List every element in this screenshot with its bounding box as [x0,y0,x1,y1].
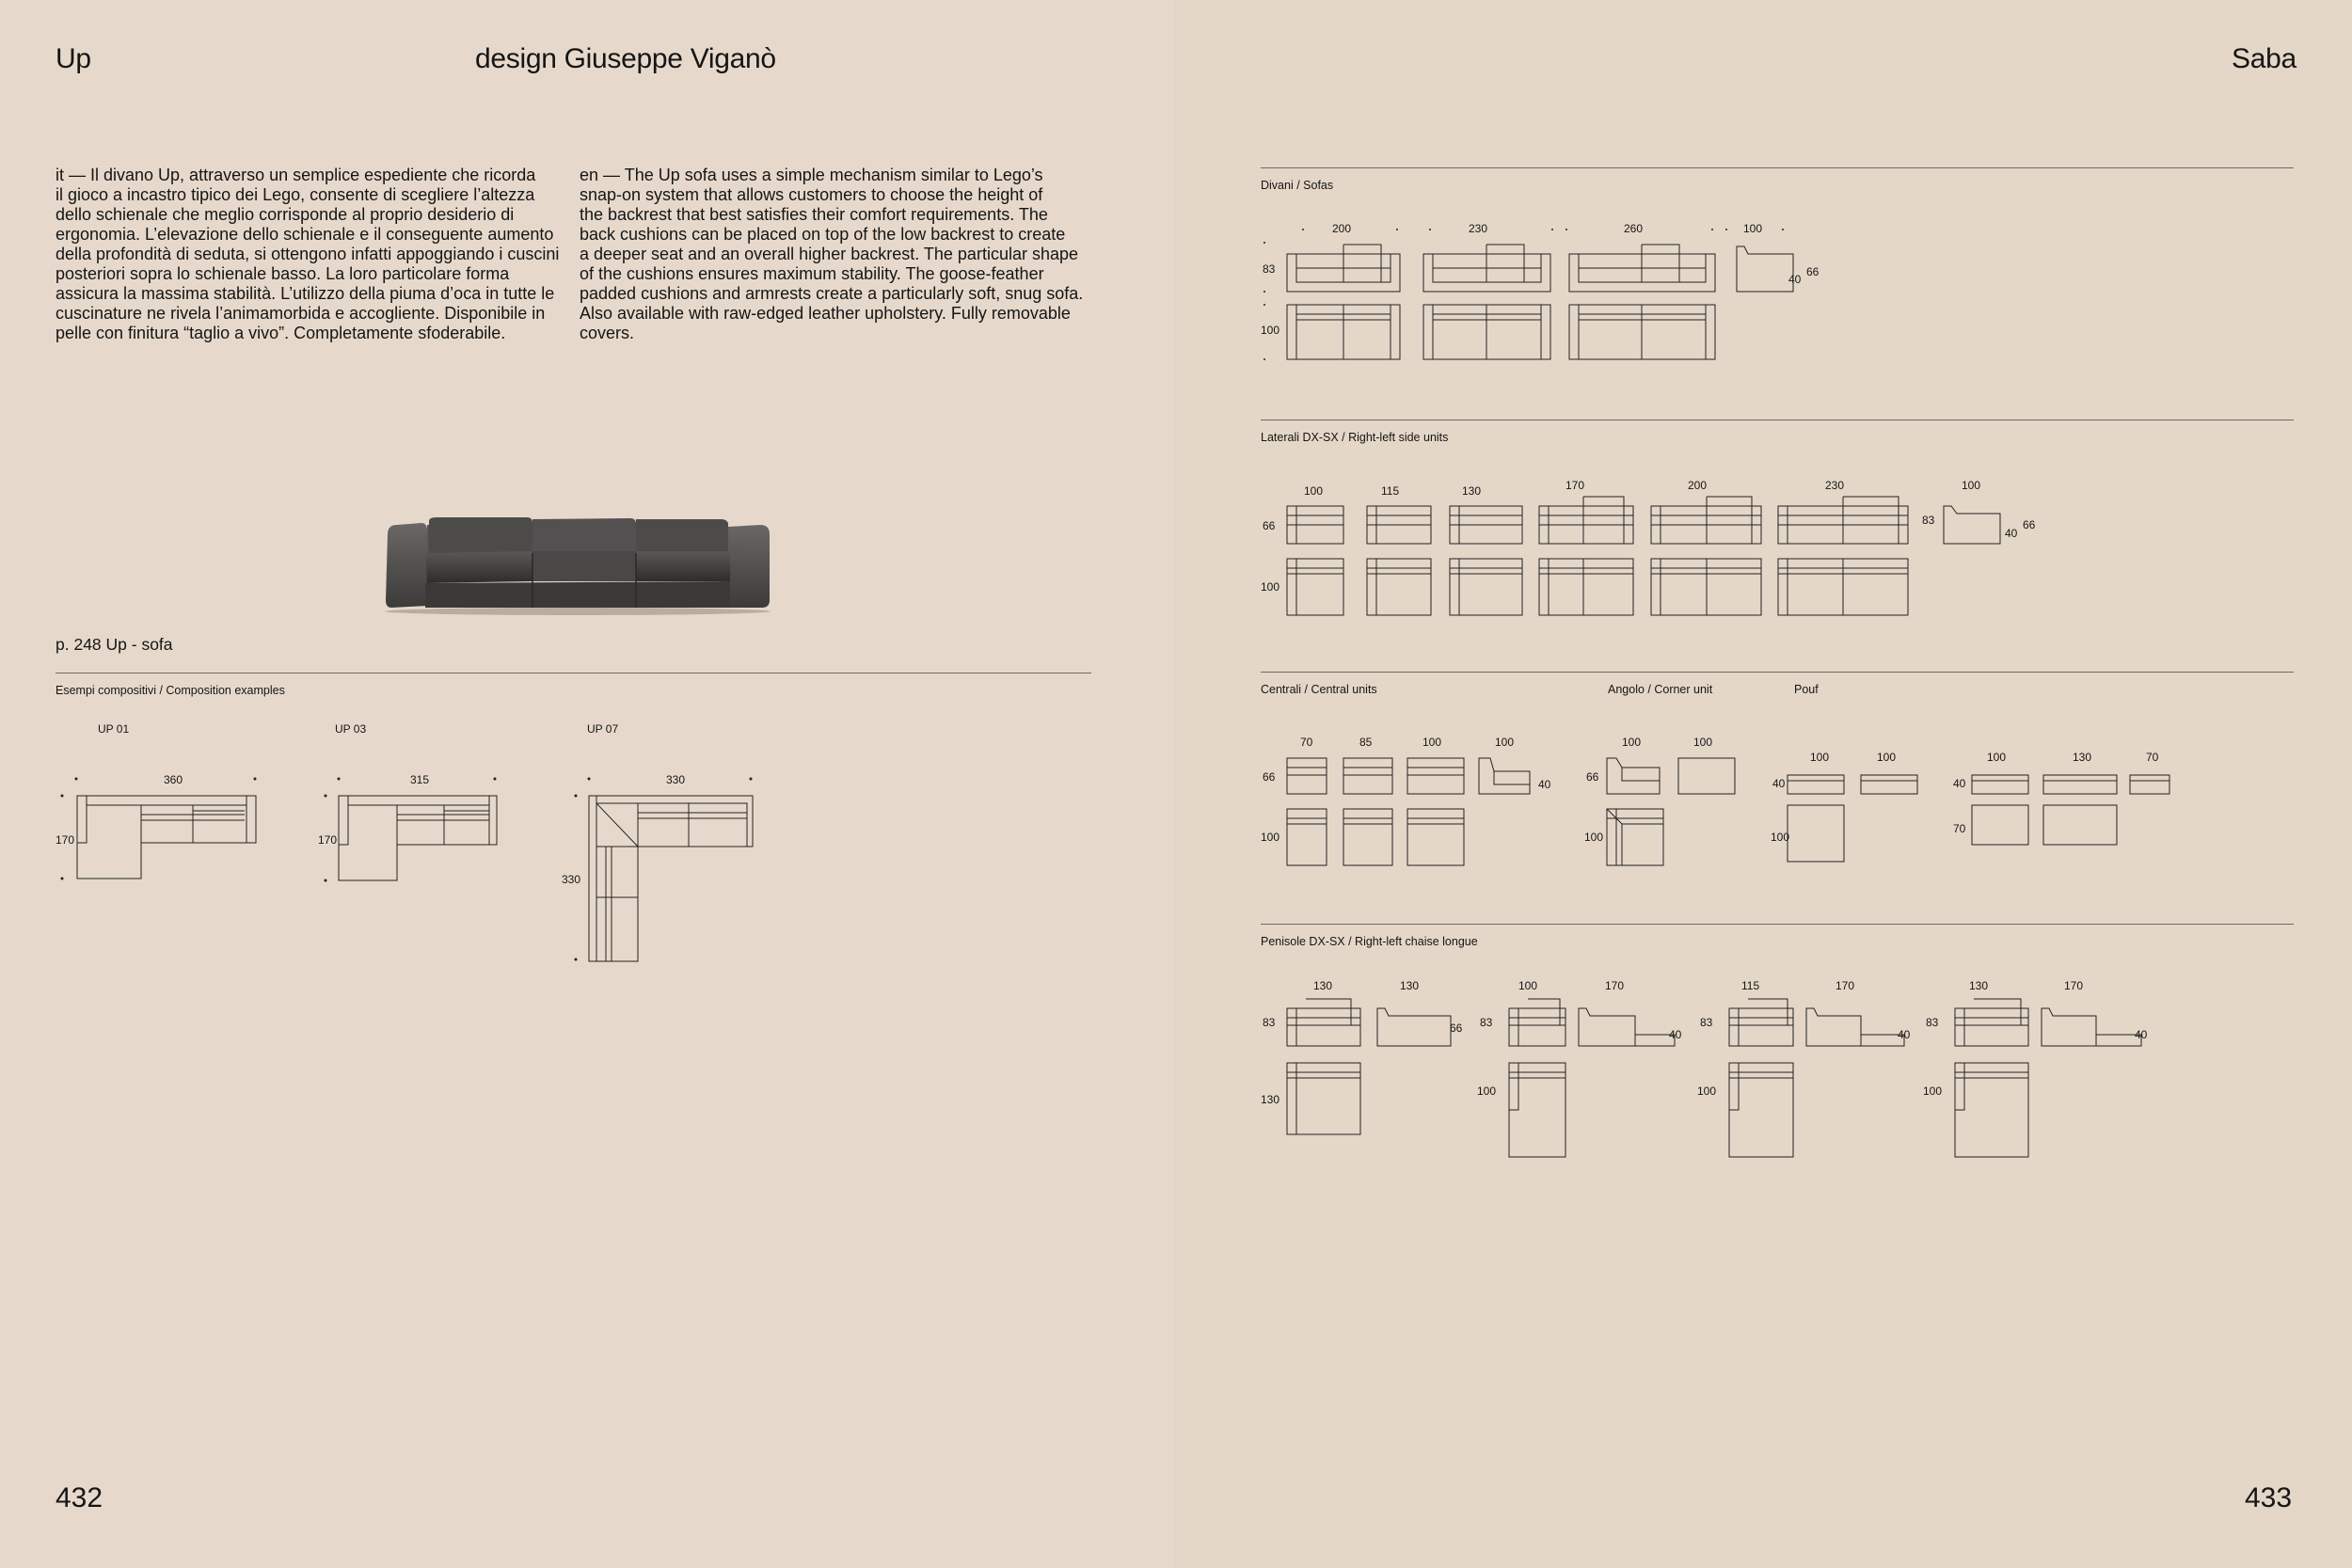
sofa-photo [384,515,772,615]
composition-section-title: Esempi compositivi / Composition examples [56,684,285,697]
dimension-width: 170 [1565,479,1585,492]
section-title-side-units: Laterali DX-SX / Right-left side units [1261,431,1449,444]
section-title-pouf: Pouf [1794,683,1819,696]
dimension-width: 130 [2073,751,2092,764]
dimension-width: 100 [1987,751,2007,764]
dimension-width: 100 [1518,979,1538,992]
designer-credit: design Giuseppe Viganò [475,43,776,74]
divider [1261,924,2294,925]
composition-width: 360 [164,773,183,786]
dimension-width: 260 [1624,222,1644,235]
sofa-modules-diagram [1268,226,1833,367]
dimension-depth: 100 [1584,831,1604,844]
central-corner-pouf-diagram [1268,743,2284,875]
photo-caption: p. 248 Up - sofa [56,635,173,654]
dimension-height: 83 [1922,514,1935,527]
dimension-width: 130 [1400,979,1420,992]
dimension-depth: 130 [1261,1093,1280,1106]
dimension-width: 100 [1810,751,1830,764]
composition-diagram-up03 [329,775,508,884]
left-page [0,0,1174,1568]
section-title-corner: Angolo / Corner unit [1608,683,1713,696]
dimension-width: 100 [1495,736,1515,749]
section-title-chaise: Penisole DX-SX / Right-left chaise longue [1261,935,1478,948]
dimension-width: 100 [1743,222,1763,235]
dimension-height: 66 [1450,1022,1463,1035]
dimension-depth: 100 [1697,1085,1717,1098]
dimension-width: 85 [1359,736,1373,749]
dimension-width: 170 [2064,979,2084,992]
dimension-depth: 40 [1669,1028,1682,1041]
dimension-depth: 100 [1477,1085,1497,1098]
composition-depth: 330 [562,873,581,886]
description-english: en — The Up sofa uses a simple mechanism similar to Lego’s snap-on system that allows customers to choose the height of the backrest that best satisfies their comfort requirements. The back cushions can be placed on top of the low backrest to create a deeper seat and an overall higher backrest. The particular shape of the cushions ensures maximum stability. The goose-feather padded cushions and armrests create a particularly soft, snug sofa. Also available with raw-edged leather upholstery. Fully removable covers. [580,166,1084,342]
composition-depth: 170 [56,833,75,847]
dimension-width: 100 [1304,484,1324,498]
side-units-diagram [1268,489,2096,621]
page-number-left: 432 [56,1482,103,1513]
dimension-depth: 100 [1261,831,1280,844]
dimension-depth: 40 [2135,1028,2148,1041]
dimension-width: 130 [1313,979,1333,992]
dimension-width: 130 [1969,979,1989,992]
divider [1261,167,2294,168]
dimension-depth: 66 [1263,519,1276,532]
model-title: Up [56,43,91,74]
dimension-depth: 83 [1700,1016,1713,1029]
dimension-depth: 40 [1898,1028,1911,1041]
dimension-depth: 40 [2005,527,2018,540]
dimension-width: 130 [1462,484,1482,498]
dimension-width: 100 [1422,736,1442,749]
dimension-width: 230 [1825,479,1845,492]
dimension-width: 170 [1836,979,1855,992]
dimension-depth: 40 [1538,778,1551,791]
dimension-width: 170 [1605,979,1625,992]
dimension-width: 100 [1962,479,1981,492]
dimension-depth: 100 [1261,324,1280,337]
composition-diagram-up07 [572,775,760,963]
composition-width: 330 [666,773,686,786]
dimension-depth: 83 [1263,262,1276,276]
brand-name: Saba [2232,43,2296,74]
composition-name: UP 03 [335,722,367,736]
dimension-depth: 83 [1480,1016,1493,1029]
dimension-depth: 83 [1263,1016,1276,1029]
chaise-longue-diagram [1268,988,2153,1166]
dimension-width: 200 [1332,222,1352,235]
composition-depth: 170 [318,833,338,847]
dimension-depth: 100 [1923,1085,1943,1098]
dimension-depth: 40 [1788,273,1802,286]
section-title-sofas: Divani / Sofas [1261,179,1334,192]
dimension-width: 70 [1300,736,1313,749]
dimension-width: 100 [1622,736,1642,749]
dimension-height: 66 [1806,265,1820,278]
dimension-width: 200 [1688,479,1708,492]
composition-width: 315 [410,773,430,786]
dimension-depth: 40 [1772,777,1786,790]
description-italian: it — Il divano Up, attraverso un semplice espediente che ricorda il gioco a incastro tipico dei Lego, consente di scegliere l’altezza dello schienale che meglio corrisponde al proprio desiderio di ergonomia. L’elevazione dello schienale e il conseguente aumento della profondità di seduta, si ottengono infatti appoggiando i cuscini posteriori sopra lo schienale basso. La loro particolare forma assicura la massima stabilità. L’utilizzo della piuma d’oca in tutte le cuscinature ne rivela l’animamorbida e accogliente. Disponibile in pelle con finitura “taglio a vivo”. Completamente sfoderabile. [56,166,560,342]
dimension-depth: 70 [1953,822,1966,835]
right-page [1174,0,2352,1568]
dimension-width: 115 [1381,484,1400,498]
dimension-width: 115 [1741,979,1760,992]
dimension-depth: 40 [1953,777,1966,790]
section-title-central: Centrali / Central units [1261,683,1377,696]
dimension-depth: 83 [1926,1016,1939,1029]
dimension-height: 66 [2023,518,2036,531]
dimension-depth: 66 [1263,770,1276,784]
composition-name: UP 01 [98,722,130,736]
composition-name: UP 07 [587,722,619,736]
dimension-depth: 66 [1586,770,1599,784]
page-number-right: 433 [2245,1482,2293,1513]
dimension-width: 100 [1693,736,1713,749]
dimension-depth: 100 [1261,580,1280,594]
composition-diagram-up01 [56,775,273,884]
dimension-width: 230 [1469,222,1488,235]
dimension-width: 100 [1877,751,1897,764]
dimension-depth: 100 [1771,831,1790,844]
divider [1261,672,2294,673]
dimension-width: 70 [2146,751,2159,764]
